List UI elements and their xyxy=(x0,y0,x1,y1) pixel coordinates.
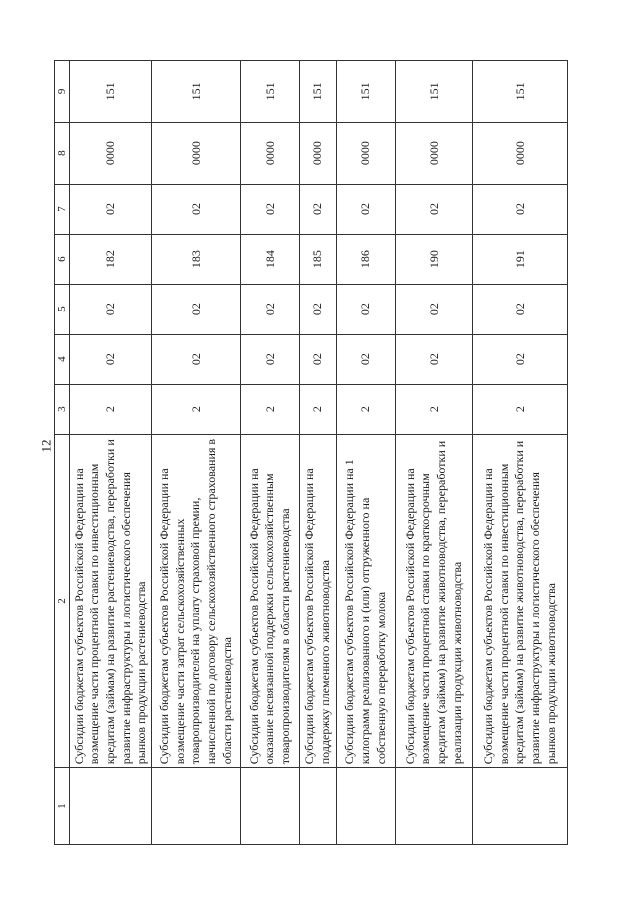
code-cell: 02 xyxy=(336,334,395,384)
code-cell: 02 xyxy=(300,184,337,234)
code-cell: 02 xyxy=(336,184,395,234)
column-header: 1 xyxy=(55,768,70,845)
code-cell: 02 xyxy=(473,284,568,334)
column-header: 3 xyxy=(55,384,70,434)
code-cell: 02 xyxy=(70,284,152,334)
table-row xyxy=(241,61,300,845)
code-cell: 0000 xyxy=(152,122,241,184)
table-row xyxy=(300,61,337,845)
code-cell: 151 xyxy=(241,61,300,123)
description-cell: Субсидии бюджетам субъектов Российской Федерации на оказание несвязанной поддержки сельскохозяйственным товаропроизводителям в области растениеводства xyxy=(241,434,300,768)
row-number-cell xyxy=(336,768,395,845)
description-cell: Субсидии бюджетам субъектов Российской Федерации на возмещение части затрат сельскохозяйственных товаропроизводителей на уплату страховой премии, начисленной по договору сельскохозяйственного страхования в области растениеводства xyxy=(152,434,241,768)
code-cell: 151 xyxy=(300,61,337,123)
column-header: 9 xyxy=(55,61,70,123)
code-cell: 02 xyxy=(473,334,568,384)
column-header: 8 xyxy=(55,122,70,184)
code-cell: 02 xyxy=(70,184,152,234)
page-number: 12 xyxy=(38,439,54,453)
code-cell: 2 xyxy=(336,384,395,434)
column-number-header xyxy=(55,61,70,845)
row-number-cell xyxy=(152,768,241,845)
code-cell: 186 xyxy=(336,234,395,284)
code-cell: 02 xyxy=(70,334,152,384)
code-cell: 151 xyxy=(70,61,152,123)
code-cell: 02 xyxy=(395,284,472,334)
description-cell: Субсидии бюджетам субъектов Российской Федерации на 1 килограмм реализованного и (или) отгруженного на собственную переработку молока xyxy=(336,434,395,768)
table-row xyxy=(70,61,152,845)
code-cell: 02 xyxy=(241,334,300,384)
budget-classification-table xyxy=(54,60,568,845)
code-cell: 02 xyxy=(300,334,337,384)
code-cell: 02 xyxy=(395,334,472,384)
code-cell: 2 xyxy=(70,384,152,434)
row-number-cell xyxy=(395,768,472,845)
column-header: 6 xyxy=(55,234,70,284)
code-cell: 02 xyxy=(473,184,568,234)
code-cell: 02 xyxy=(152,184,241,234)
code-cell: 151 xyxy=(395,61,472,123)
row-number-cell xyxy=(241,768,300,845)
code-cell: 0000 xyxy=(70,122,152,184)
code-cell: 02 xyxy=(152,284,241,334)
code-cell: 151 xyxy=(473,61,568,123)
description-cell: Субсидии бюджетам субъектов Российской Федерации на возмещение части процентной ставки по инвестиционным кредитам (займам) на развитие растениеводства, переработки и развитие инфраструктуры и логистического обеспечения рынков продукции растениеводства xyxy=(70,434,152,768)
code-cell: 184 xyxy=(241,234,300,284)
code-cell: 02 xyxy=(300,284,337,334)
code-cell: 02 xyxy=(152,334,241,384)
code-cell: 0000 xyxy=(473,122,568,184)
code-cell: 2 xyxy=(241,384,300,434)
row-number-cell xyxy=(473,768,568,845)
code-cell: 151 xyxy=(336,61,395,123)
code-cell: 185 xyxy=(300,234,337,284)
table-row xyxy=(152,61,241,845)
description-cell: Субсидии бюджетам субъектов Российской Федерации на возмещение части процентной ставки по краткосрочным кредитам (займам) на развитие животноводства, переработки и реализации продукции животноводства xyxy=(395,434,472,768)
code-cell: 02 xyxy=(241,284,300,334)
column-header: 5 xyxy=(55,284,70,334)
code-cell: 183 xyxy=(152,234,241,284)
code-cell: 191 xyxy=(473,234,568,284)
code-cell: 2 xyxy=(473,384,568,434)
column-header: 2 xyxy=(55,434,70,768)
table-row xyxy=(336,61,395,845)
table-row xyxy=(395,61,472,845)
column-header: 7 xyxy=(55,184,70,234)
code-cell: 02 xyxy=(336,284,395,334)
description-cell: Субсидии бюджетам субъектов Российской Федерации на возмещение части процентной ставки по инвестиционным кредитам (займам) на развитие животноводства, переработки и развитие инфраструктуры и логистического обеспечения рынков продукции животноводства xyxy=(473,434,568,768)
code-cell: 182 xyxy=(70,234,152,284)
code-cell: 0000 xyxy=(241,122,300,184)
code-cell: 02 xyxy=(395,184,472,234)
code-cell: 151 xyxy=(152,61,241,123)
row-number-cell xyxy=(300,768,337,845)
code-cell: 2 xyxy=(300,384,337,434)
row-number-cell xyxy=(70,768,152,845)
code-cell: 0000 xyxy=(300,122,337,184)
description-cell: Субсидии бюджетам субъектов Российской Федерации на поддержку племенного животноводства xyxy=(300,434,337,768)
code-cell: 190 xyxy=(395,234,472,284)
code-cell: 2 xyxy=(152,384,241,434)
code-cell: 2 xyxy=(395,384,472,434)
table-row xyxy=(473,61,568,845)
column-header: 4 xyxy=(55,334,70,384)
code-cell: 02 xyxy=(241,184,300,234)
code-cell: 0000 xyxy=(336,122,395,184)
code-cell: 0000 xyxy=(395,122,472,184)
